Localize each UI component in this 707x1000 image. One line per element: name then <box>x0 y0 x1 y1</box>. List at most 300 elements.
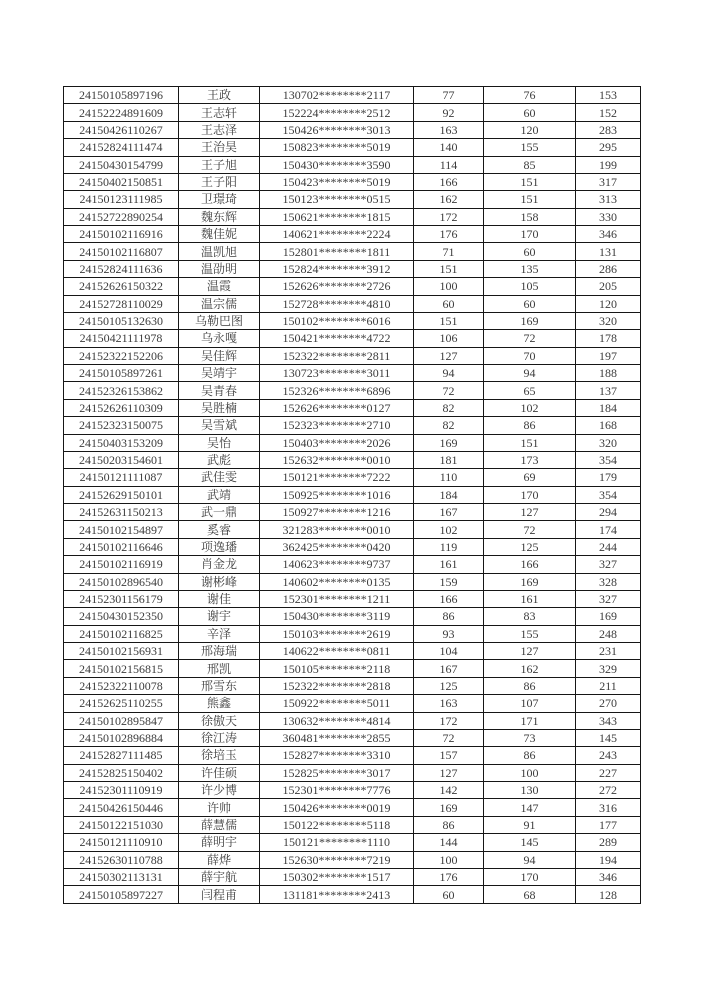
cell-student-name: 吴青春 <box>179 382 260 399</box>
cell-score-1: 119 <box>414 538 484 555</box>
cell-student-name: 温劭明 <box>179 260 260 277</box>
cell-score-2: 68 <box>484 886 576 904</box>
cell-exam-number: 24150105897227 <box>64 886 179 904</box>
cell-id-number-masked: 150123********0515 <box>260 191 414 208</box>
cell-student-name: 吴佳辉 <box>179 347 260 364</box>
cell-score-1: 100 <box>414 278 484 295</box>
cell-student-name: 辛泽 <box>179 625 260 642</box>
cell-student-name: 吴胜楠 <box>179 399 260 416</box>
cell-student-name: 魏佳妮 <box>179 226 260 243</box>
cell-exam-number: 24150102896884 <box>64 729 179 746</box>
cell-id-number-masked: 150423********5019 <box>260 173 414 190</box>
cell-score-total: 316 <box>576 799 641 816</box>
cell-score-2: 158 <box>484 208 576 225</box>
table-row <box>64 851 641 868</box>
table-row <box>64 486 641 503</box>
table-row <box>64 608 641 625</box>
cell-student-name: 吴靖宇 <box>179 365 260 382</box>
cell-student-name: 熊鑫 <box>179 695 260 712</box>
cell-score-2: 151 <box>484 191 576 208</box>
table-row <box>64 764 641 781</box>
table-row <box>64 521 641 538</box>
cell-student-name: 奚睿 <box>179 521 260 538</box>
cell-exam-number: 24152722890254 <box>64 208 179 225</box>
cell-student-name: 武靖 <box>179 486 260 503</box>
cell-student-name: 许少博 <box>179 782 260 799</box>
cell-score-2: 100 <box>484 764 576 781</box>
cell-id-number-masked: 152626********2726 <box>260 278 414 295</box>
cell-score-total: 168 <box>576 417 641 434</box>
cell-score-2: 169 <box>484 312 576 329</box>
table-row <box>64 121 641 138</box>
cell-exam-number: 24150302113131 <box>64 868 179 885</box>
cell-score-2: 125 <box>484 538 576 555</box>
table-row <box>64 330 641 347</box>
cell-exam-number: 24150121111087 <box>64 469 179 486</box>
table-row <box>64 278 641 295</box>
cell-exam-number: 24150102116825 <box>64 625 179 642</box>
cell-exam-number: 24152728110029 <box>64 295 179 312</box>
cell-score-total: 354 <box>576 486 641 503</box>
cell-student-name: 许帅 <box>179 799 260 816</box>
cell-score-1: 86 <box>414 608 484 625</box>
cell-score-total: 289 <box>576 834 641 851</box>
table-row <box>64 538 641 555</box>
cell-exam-number: 24150102154897 <box>64 521 179 538</box>
cell-exam-number: 24150121110910 <box>64 834 179 851</box>
cell-score-2: 94 <box>484 365 576 382</box>
cell-id-number-masked: 150103********2619 <box>260 625 414 642</box>
cell-exam-number: 24152301156179 <box>64 590 179 607</box>
table-row <box>64 677 641 694</box>
cell-score-1: 86 <box>414 816 484 833</box>
cell-score-total: 270 <box>576 695 641 712</box>
table-row <box>64 695 641 712</box>
cell-student-name: 王子旭 <box>179 156 260 173</box>
cell-id-number-masked: 130723********3011 <box>260 365 414 382</box>
cell-id-number-masked: 150102********6016 <box>260 312 414 329</box>
cell-id-number-masked: 150430********3119 <box>260 608 414 625</box>
table-row <box>64 573 641 590</box>
cell-score-1: 172 <box>414 208 484 225</box>
cell-id-number-masked: 321283********0010 <box>260 521 414 538</box>
cell-exam-number: 24152322110078 <box>64 677 179 694</box>
table-row <box>64 260 641 277</box>
cell-score-1: 60 <box>414 886 484 904</box>
cell-score-1: 172 <box>414 712 484 729</box>
cell-exam-number: 24152625110255 <box>64 695 179 712</box>
cell-score-total: 169 <box>576 608 641 625</box>
cell-student-name: 徐江涛 <box>179 729 260 746</box>
cell-student-name: 吴怡 <box>179 434 260 451</box>
table-row <box>64 434 641 451</box>
cell-exam-number: 24150102116646 <box>64 538 179 555</box>
cell-id-number-masked: 362425********0420 <box>260 538 414 555</box>
cell-score-2: 69 <box>484 469 576 486</box>
cell-score-1: 127 <box>414 764 484 781</box>
table-row <box>64 660 641 677</box>
cell-id-number-masked: 140623********9737 <box>260 556 414 573</box>
cell-exam-number: 24152301110919 <box>64 782 179 799</box>
cell-score-2: 147 <box>484 799 576 816</box>
cell-score-total: 343 <box>576 712 641 729</box>
cell-score-total: 188 <box>576 365 641 382</box>
cell-score-2: 127 <box>484 643 576 660</box>
table-row <box>64 556 641 573</box>
cell-student-name: 谢佳 <box>179 590 260 607</box>
cell-score-total: 179 <box>576 469 641 486</box>
table-row <box>64 834 641 851</box>
cell-score-2: 83 <box>484 608 576 625</box>
cell-score-total: 320 <box>576 434 641 451</box>
cell-id-number-masked: 152728********4810 <box>260 295 414 312</box>
cell-score-total: 272 <box>576 782 641 799</box>
cell-student-name: 温宗儒 <box>179 295 260 312</box>
cell-score-1: 82 <box>414 417 484 434</box>
cell-score-2: 155 <box>484 625 576 642</box>
cell-score-1: 162 <box>414 191 484 208</box>
table-row <box>64 643 641 660</box>
cell-id-number-masked: 140602********0135 <box>260 573 414 590</box>
cell-id-number-masked: 150426********3013 <box>260 121 414 138</box>
table-row <box>64 104 641 121</box>
cell-score-total: 137 <box>576 382 641 399</box>
cell-score-1: 166 <box>414 590 484 607</box>
cell-score-1: 163 <box>414 121 484 138</box>
cell-score-total: 131 <box>576 243 641 260</box>
cell-score-1: 77 <box>414 87 484 104</box>
cell-student-name: 乌勒巴图 <box>179 312 260 329</box>
cell-id-number-masked: 131181********2413 <box>260 886 414 904</box>
cell-student-name: 薛烨 <box>179 851 260 868</box>
cell-score-2: 135 <box>484 260 576 277</box>
table-row <box>64 729 641 746</box>
cell-exam-number: 24152626150322 <box>64 278 179 295</box>
cell-score-2: 72 <box>484 330 576 347</box>
cell-id-number-masked: 152630********7219 <box>260 851 414 868</box>
cell-score-1: 142 <box>414 782 484 799</box>
cell-score-total: 327 <box>576 556 641 573</box>
table-row <box>64 469 641 486</box>
cell-score-2: 86 <box>484 677 576 694</box>
cell-score-2: 127 <box>484 504 576 521</box>
cell-score-1: 151 <box>414 312 484 329</box>
cell-id-number-masked: 140621********2224 <box>260 226 414 243</box>
cell-id-number-masked: 150122********5118 <box>260 816 414 833</box>
table-row <box>64 451 641 468</box>
cell-exam-number: 24152326153862 <box>64 382 179 399</box>
cell-student-name: 谢彬峰 <box>179 573 260 590</box>
cell-exam-number: 24150123111985 <box>64 191 179 208</box>
cell-id-number-masked: 150925********1016 <box>260 486 414 503</box>
cell-score-2: 151 <box>484 434 576 451</box>
cell-score-2: 76 <box>484 87 576 104</box>
cell-score-1: 169 <box>414 434 484 451</box>
cell-exam-number: 24150122151030 <box>64 816 179 833</box>
cell-score-1: 72 <box>414 729 484 746</box>
cell-score-total: 174 <box>576 521 641 538</box>
cell-student-name: 王志泽 <box>179 121 260 138</box>
cell-score-total: 328 <box>576 573 641 590</box>
cell-score-1: 102 <box>414 521 484 538</box>
cell-score-2: 170 <box>484 868 576 885</box>
cell-score-1: 92 <box>414 104 484 121</box>
cell-exam-number: 24150430154799 <box>64 156 179 173</box>
cell-exam-number: 24150403153209 <box>64 434 179 451</box>
cell-score-total: 197 <box>576 347 641 364</box>
cell-score-2: 171 <box>484 712 576 729</box>
cell-score-total: 231 <box>576 643 641 660</box>
cell-student-name: 徐培玉 <box>179 747 260 764</box>
cell-student-name: 肖金龙 <box>179 556 260 573</box>
table-row <box>64 295 641 312</box>
cell-id-number-masked: 130632********4814 <box>260 712 414 729</box>
cell-id-number-masked: 150121********1110 <box>260 834 414 851</box>
cell-id-number-masked: 152301********7776 <box>260 782 414 799</box>
table-row <box>64 173 641 190</box>
cell-score-2: 151 <box>484 173 576 190</box>
cell-score-total: 327 <box>576 590 641 607</box>
cell-id-number-masked: 140622********0811 <box>260 643 414 660</box>
cell-exam-number: 24150105897196 <box>64 87 179 104</box>
cell-score-1: 114 <box>414 156 484 173</box>
cell-score-total: 120 <box>576 295 641 312</box>
cell-score-2: 91 <box>484 816 576 833</box>
table-row <box>64 504 641 521</box>
cell-id-number-masked: 130702********2117 <box>260 87 414 104</box>
cell-score-1: 161 <box>414 556 484 573</box>
cell-score-1: 140 <box>414 139 484 156</box>
cell-score-1: 166 <box>414 173 484 190</box>
cell-exam-number: 24152825150402 <box>64 764 179 781</box>
cell-exam-number: 24150102116919 <box>64 556 179 573</box>
cell-exam-number: 24150426150446 <box>64 799 179 816</box>
cell-id-number-masked: 152626********0127 <box>260 399 414 416</box>
cell-score-1: 144 <box>414 834 484 851</box>
cell-exam-number: 24152824111636 <box>64 260 179 277</box>
cell-score-total: 354 <box>576 451 641 468</box>
cell-score-total: 294 <box>576 504 641 521</box>
table-row <box>64 365 641 382</box>
cell-score-total: 346 <box>576 868 641 885</box>
cell-id-number-masked: 150421********4722 <box>260 330 414 347</box>
cell-id-number-masked: 152825********3017 <box>260 764 414 781</box>
cell-score-2: 60 <box>484 243 576 260</box>
cell-score-total: 227 <box>576 764 641 781</box>
cell-score-1: 127 <box>414 347 484 364</box>
cell-score-total: 329 <box>576 660 641 677</box>
cell-score-1: 163 <box>414 695 484 712</box>
cell-score-1: 167 <box>414 660 484 677</box>
cell-id-number-masked: 152301********1211 <box>260 590 414 607</box>
cell-student-name: 温凯旭 <box>179 243 260 260</box>
cell-score-total: 330 <box>576 208 641 225</box>
cell-student-name: 邢凯 <box>179 660 260 677</box>
cell-score-total: 153 <box>576 87 641 104</box>
cell-exam-number: 24150102116807 <box>64 243 179 260</box>
cell-exam-number: 24150430152350 <box>64 608 179 625</box>
cell-score-2: 73 <box>484 729 576 746</box>
cell-id-number-masked: 360481********2855 <box>260 729 414 746</box>
cell-score-total: 145 <box>576 729 641 746</box>
cell-score-total: 244 <box>576 538 641 555</box>
cell-exam-number: 24152630110788 <box>64 851 179 868</box>
cell-score-total: 199 <box>576 156 641 173</box>
cell-id-number-masked: 152824********3912 <box>260 260 414 277</box>
table-row <box>64 417 641 434</box>
cell-score-2: 166 <box>484 556 576 573</box>
table-row <box>64 799 641 816</box>
cell-score-1: 167 <box>414 504 484 521</box>
score-table <box>63 86 641 904</box>
cell-student-name: 薛宇航 <box>179 868 260 885</box>
cell-score-1: 181 <box>414 451 484 468</box>
cell-score-2: 173 <box>484 451 576 468</box>
cell-student-name: 许佳硕 <box>179 764 260 781</box>
cell-score-2: 65 <box>484 382 576 399</box>
cell-score-total: 317 <box>576 173 641 190</box>
cell-student-name: 徐傲天 <box>179 712 260 729</box>
cell-score-1: 176 <box>414 226 484 243</box>
cell-score-total: 205 <box>576 278 641 295</box>
cell-id-number-masked: 150927********1216 <box>260 504 414 521</box>
cell-student-name: 邢雪东 <box>179 677 260 694</box>
table-row <box>64 382 641 399</box>
cell-score-2: 169 <box>484 573 576 590</box>
cell-exam-number: 24150102156931 <box>64 643 179 660</box>
cell-student-name: 薛慧儒 <box>179 816 260 833</box>
cell-student-name: 武一鼎 <box>179 504 260 521</box>
table-row <box>64 747 641 764</box>
cell-score-1: 72 <box>414 382 484 399</box>
cell-id-number-masked: 150621********1815 <box>260 208 414 225</box>
cell-score-total: 286 <box>576 260 641 277</box>
cell-student-name: 乌永嘎 <box>179 330 260 347</box>
table-row <box>64 868 641 885</box>
table-row <box>64 191 641 208</box>
cell-score-1: 71 <box>414 243 484 260</box>
cell-student-name: 武彪 <box>179 451 260 468</box>
cell-score-total: 283 <box>576 121 641 138</box>
cell-score-total: 295 <box>576 139 641 156</box>
cell-score-2: 162 <box>484 660 576 677</box>
cell-student-name: 邢海瑞 <box>179 643 260 660</box>
score-table-body <box>64 87 641 904</box>
cell-score-2: 94 <box>484 851 576 868</box>
cell-score-total: 346 <box>576 226 641 243</box>
cell-id-number-masked: 150302********1517 <box>260 868 414 885</box>
cell-score-2: 85 <box>484 156 576 173</box>
cell-exam-number: 24150102156815 <box>64 660 179 677</box>
table-row <box>64 886 641 904</box>
cell-score-2: 120 <box>484 121 576 138</box>
cell-student-name: 王政 <box>179 87 260 104</box>
cell-score-total: 313 <box>576 191 641 208</box>
cell-score-2: 86 <box>484 417 576 434</box>
cell-exam-number: 24150102116916 <box>64 226 179 243</box>
cell-id-number-masked: 152326********6896 <box>260 382 414 399</box>
table-row <box>64 156 641 173</box>
cell-score-2: 70 <box>484 347 576 364</box>
cell-score-1: 104 <box>414 643 484 660</box>
cell-score-2: 102 <box>484 399 576 416</box>
cell-student-name: 温霞 <box>179 278 260 295</box>
cell-exam-number: 24152824111474 <box>64 139 179 156</box>
table-row <box>64 243 641 260</box>
cell-exam-number: 24152631150213 <box>64 504 179 521</box>
cell-score-1: 159 <box>414 573 484 590</box>
cell-id-number-masked: 152827********3310 <box>260 747 414 764</box>
cell-exam-number: 24150402150851 <box>64 173 179 190</box>
cell-student-name: 项逸璠 <box>179 538 260 555</box>
cell-id-number-masked: 150121********7222 <box>260 469 414 486</box>
cell-exam-number: 24150105132630 <box>64 312 179 329</box>
table-row <box>64 208 641 225</box>
cell-score-total: 152 <box>576 104 641 121</box>
cell-score-1: 110 <box>414 469 484 486</box>
cell-student-name: 薛明宇 <box>179 834 260 851</box>
cell-exam-number: 24150105897261 <box>64 365 179 382</box>
cell-exam-number: 24150203154601 <box>64 451 179 468</box>
cell-exam-number: 24152322152206 <box>64 347 179 364</box>
cell-score-2: 161 <box>484 590 576 607</box>
cell-id-number-masked: 152224********2512 <box>260 104 414 121</box>
cell-id-number-masked: 150823********5019 <box>260 139 414 156</box>
table-row <box>64 712 641 729</box>
cell-student-name: 谢宇 <box>179 608 260 625</box>
cell-exam-number: 24150426110267 <box>64 121 179 138</box>
cell-score-1: 100 <box>414 851 484 868</box>
cell-score-2: 107 <box>484 695 576 712</box>
cell-id-number-masked: 152801********1811 <box>260 243 414 260</box>
cell-exam-number: 24152323150075 <box>64 417 179 434</box>
cell-exam-number: 24150421111978 <box>64 330 179 347</box>
cell-score-2: 60 <box>484 104 576 121</box>
cell-score-total: 194 <box>576 851 641 868</box>
table-row <box>64 87 641 104</box>
table-row <box>64 590 641 607</box>
cell-score-1: 82 <box>414 399 484 416</box>
table-row <box>64 139 641 156</box>
cell-student-name: 卫璟琦 <box>179 191 260 208</box>
cell-score-total: 177 <box>576 816 641 833</box>
cell-score-1: 151 <box>414 260 484 277</box>
cell-id-number-masked: 152632********0010 <box>260 451 414 468</box>
table-row <box>64 816 641 833</box>
cell-score-total: 248 <box>576 625 641 642</box>
cell-id-number-masked: 150426********0019 <box>260 799 414 816</box>
cell-score-2: 155 <box>484 139 576 156</box>
cell-score-total: 211 <box>576 677 641 694</box>
cell-exam-number: 24152629150101 <box>64 486 179 503</box>
cell-student-name: 闫程甫 <box>179 886 260 904</box>
cell-exam-number: 24152626110309 <box>64 399 179 416</box>
cell-exam-number: 24150102896540 <box>64 573 179 590</box>
cell-student-name: 魏东辉 <box>179 208 260 225</box>
cell-score-total: 178 <box>576 330 641 347</box>
table-row <box>64 347 641 364</box>
cell-exam-number: 24152827111485 <box>64 747 179 764</box>
cell-score-2: 170 <box>484 486 576 503</box>
cell-id-number-masked: 150922********5011 <box>260 695 414 712</box>
cell-score-1: 106 <box>414 330 484 347</box>
cell-score-1: 60 <box>414 295 484 312</box>
cell-score-1: 125 <box>414 677 484 694</box>
cell-score-2: 170 <box>484 226 576 243</box>
table-row <box>64 625 641 642</box>
cell-student-name: 武佳雯 <box>179 469 260 486</box>
cell-score-total: 128 <box>576 886 641 904</box>
